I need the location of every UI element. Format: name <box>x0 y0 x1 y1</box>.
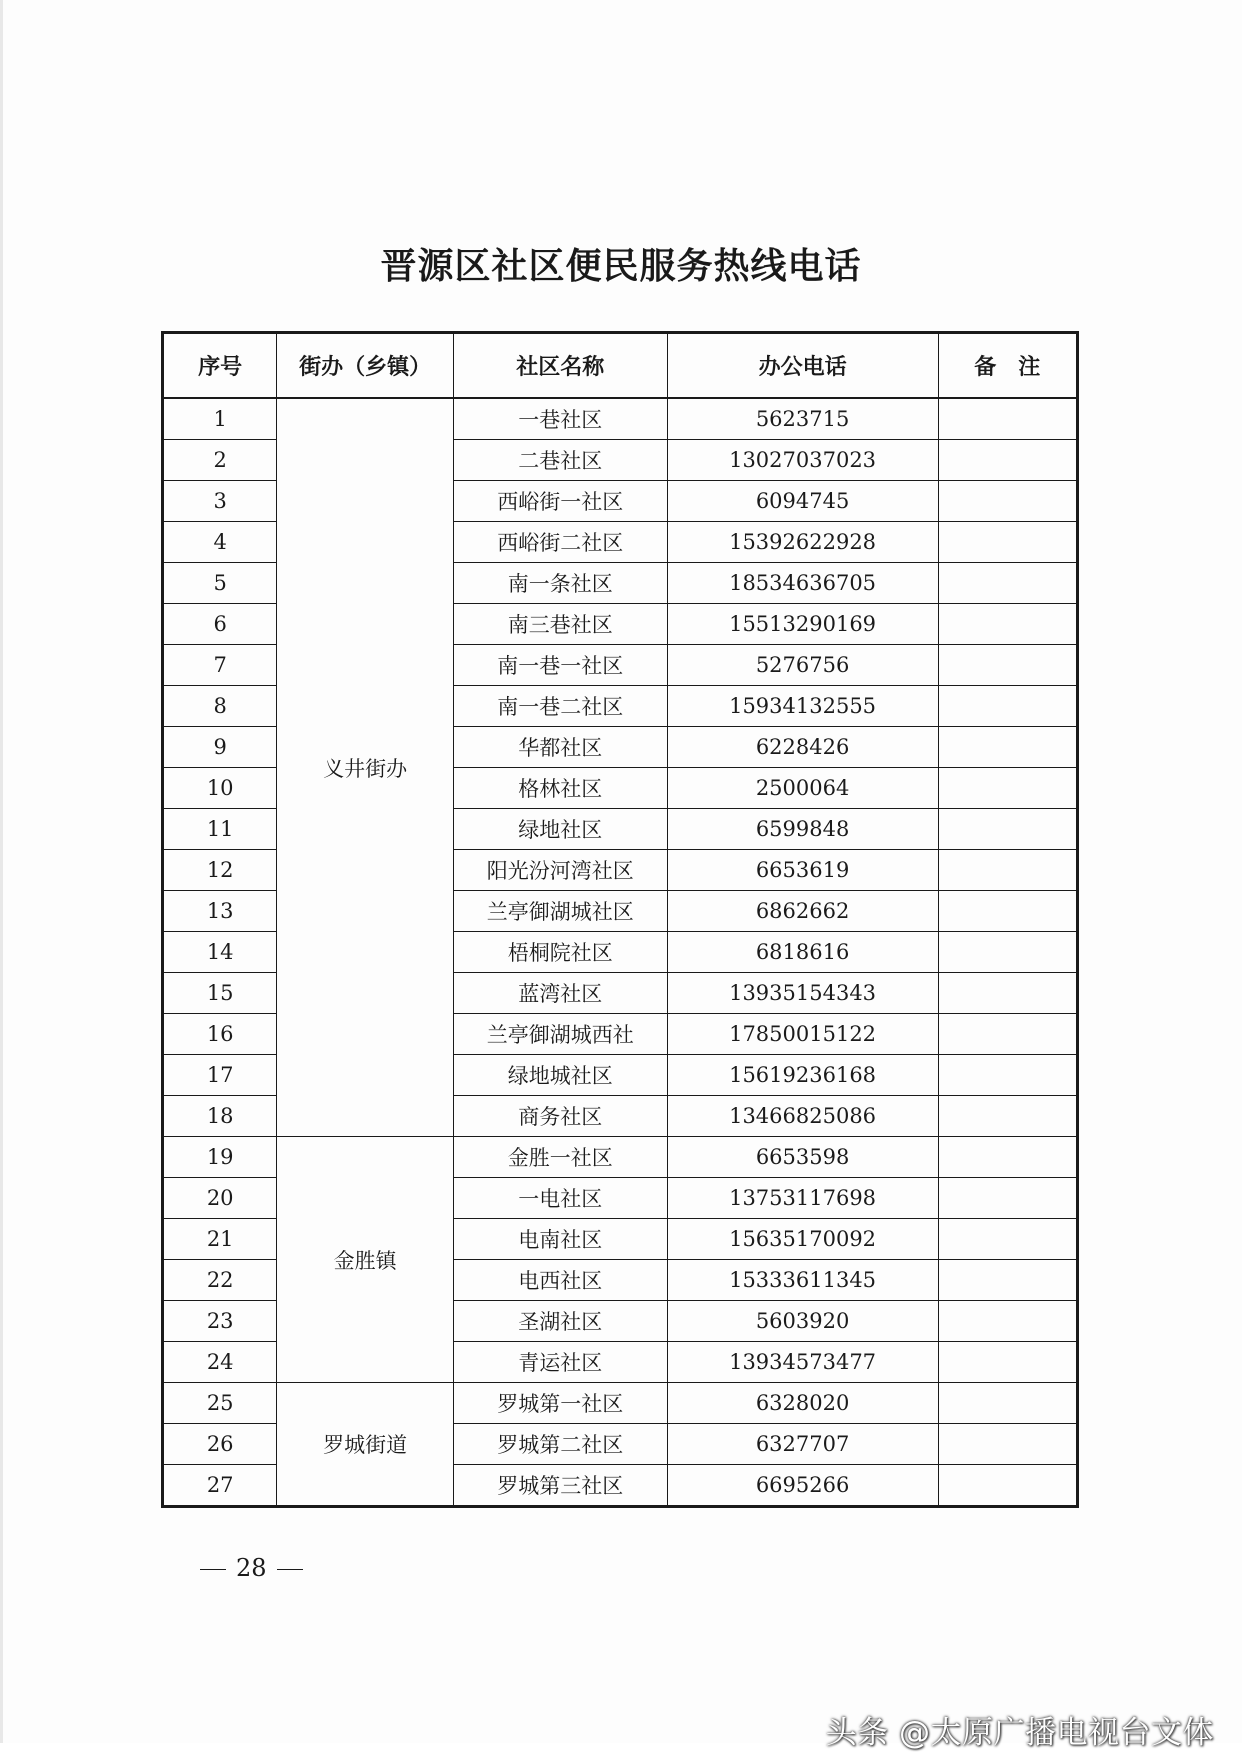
row-no: 15 <box>163 973 277 1014</box>
phone-number: 6228426 <box>667 727 938 768</box>
header-community: 社区名称 <box>453 333 667 399</box>
phone-number: 15392622928 <box>667 522 938 563</box>
community-name: 圣湖社区 <box>453 1301 667 1342</box>
note-cell <box>938 1014 1077 1055</box>
phone-number: 6599848 <box>667 809 938 850</box>
row-no: 11 <box>163 809 277 850</box>
table-row <box>163 1383 1078 1424</box>
phone-number: 6818616 <box>667 932 938 973</box>
note-cell <box>938 1424 1077 1465</box>
community-name: 绿地城社区 <box>453 1055 667 1096</box>
row-no: 27 <box>163 1465 277 1507</box>
note-cell <box>938 891 1077 932</box>
phone-number: 13466825086 <box>667 1096 938 1137</box>
row-no: 10 <box>163 768 277 809</box>
note-cell <box>938 604 1077 645</box>
note-cell <box>938 768 1077 809</box>
row-no: 14 <box>163 932 277 973</box>
document-title: 晋源区社区便民服务热线电话 <box>380 246 862 287</box>
row-no: 1 <box>163 398 277 440</box>
header-phone: 办公电话 <box>667 333 938 399</box>
phone-number: 6327707 <box>667 1424 938 1465</box>
community-name: 罗城第一社区 <box>453 1383 667 1424</box>
dash-right <box>277 1569 303 1571</box>
note-cell <box>938 1301 1077 1342</box>
row-no: 6 <box>163 604 277 645</box>
district-cell: 义井街办 <box>277 398 454 1137</box>
phone-number: 15934132555 <box>667 686 938 727</box>
phone-number: 2500064 <box>667 768 938 809</box>
table-header <box>163 333 1078 399</box>
community-name: 兰亭御湖城西社 <box>453 1014 667 1055</box>
community-name: 商务社区 <box>453 1096 667 1137</box>
community-name: 梧桐院社区 <box>453 932 667 973</box>
note-cell <box>938 1137 1077 1178</box>
row-no: 2 <box>163 440 277 481</box>
row-no: 5 <box>163 563 277 604</box>
community-name: 一巷社区 <box>453 398 667 440</box>
source-watermark: 头条 @太原广播电视台文体 <box>825 1715 1214 1751</box>
hotline-table <box>161 331 1079 1508</box>
note-cell <box>938 1219 1077 1260</box>
phone-number: 13753117698 <box>667 1178 938 1219</box>
community-name: 绿地社区 <box>453 809 667 850</box>
phone-number: 5276756 <box>667 645 938 686</box>
community-name: 蓝湾社区 <box>453 973 667 1014</box>
row-no: 13 <box>163 891 277 932</box>
community-name: 电西社区 <box>453 1260 667 1301</box>
header-note: 备注 <box>938 333 1077 399</box>
row-no: 16 <box>163 1014 277 1055</box>
phone-number: 15513290169 <box>667 604 938 645</box>
row-no: 12 <box>163 850 277 891</box>
phone-number: 18534636705 <box>667 563 938 604</box>
phone-number: 5603920 <box>667 1301 938 1342</box>
community-name: 南三巷社区 <box>453 604 667 645</box>
phone-number: 6653598 <box>667 1137 938 1178</box>
note-cell <box>938 440 1077 481</box>
community-name: 电南社区 <box>453 1219 667 1260</box>
phone-number: 15619236168 <box>667 1055 938 1096</box>
table-row <box>163 398 1078 440</box>
phone-number: 13027037023 <box>667 440 938 481</box>
note-cell <box>938 686 1077 727</box>
note-cell <box>938 1465 1077 1507</box>
row-no: 20 <box>163 1178 277 1219</box>
row-no: 7 <box>163 645 277 686</box>
note-cell <box>938 973 1077 1014</box>
dash-left <box>200 1569 226 1571</box>
phone-number: 6653619 <box>667 850 938 891</box>
community-name: 南一条社区 <box>453 563 667 604</box>
note-cell <box>938 645 1077 686</box>
community-name: 二巷社区 <box>453 440 667 481</box>
row-no: 8 <box>163 686 277 727</box>
note-cell <box>938 850 1077 891</box>
phone-number: 6695266 <box>667 1465 938 1507</box>
phone-number: 5623715 <box>667 398 938 440</box>
community-name: 格林社区 <box>453 768 667 809</box>
note-cell <box>938 563 1077 604</box>
row-no: 25 <box>163 1383 277 1424</box>
community-name: 一电社区 <box>453 1178 667 1219</box>
district-cell: 罗城街道 <box>277 1383 454 1507</box>
note-cell <box>938 1178 1077 1219</box>
note-cell <box>938 522 1077 563</box>
phone-number: 17850015122 <box>667 1014 938 1055</box>
note-cell <box>938 932 1077 973</box>
table-row <box>163 1137 1078 1178</box>
row-no: 22 <box>163 1260 277 1301</box>
phone-number: 15333611345 <box>667 1260 938 1301</box>
note-cell <box>938 1260 1077 1301</box>
note-cell <box>938 481 1077 522</box>
header-row <box>163 333 1078 399</box>
row-no: 21 <box>163 1219 277 1260</box>
community-name: 华都社区 <box>453 727 667 768</box>
header-district: 街办（乡镇） <box>277 333 454 399</box>
row-no: 26 <box>163 1424 277 1465</box>
phone-number: 13934573477 <box>667 1342 938 1383</box>
community-name: 南一巷一社区 <box>453 645 667 686</box>
phone-number: 6328020 <box>667 1383 938 1424</box>
row-no: 24 <box>163 1342 277 1383</box>
note-cell <box>938 398 1077 440</box>
page-number-value: 28 <box>236 1554 267 1582</box>
row-no: 19 <box>163 1137 277 1178</box>
community-name: 西峪街二社区 <box>453 522 667 563</box>
note-cell <box>938 1055 1077 1096</box>
community-name: 南一巷二社区 <box>453 686 667 727</box>
header-no: 序号 <box>163 333 277 399</box>
community-name: 罗城第三社区 <box>453 1465 667 1507</box>
note-cell <box>938 809 1077 850</box>
row-no: 4 <box>163 522 277 563</box>
phone-number: 13935154343 <box>667 973 938 1014</box>
phone-number: 6862662 <box>667 891 938 932</box>
page-number <box>190 1554 313 1582</box>
community-name: 金胜一社区 <box>453 1137 667 1178</box>
community-name: 西峪街一社区 <box>453 481 667 522</box>
phone-number: 6094745 <box>667 481 938 522</box>
row-no: 9 <box>163 727 277 768</box>
community-name: 青运社区 <box>453 1342 667 1383</box>
row-no: 3 <box>163 481 277 522</box>
note-cell <box>938 1383 1077 1424</box>
community-name: 兰亭御湖城社区 <box>453 891 667 932</box>
row-no: 17 <box>163 1055 277 1096</box>
community-name: 阳光汾河湾社区 <box>453 850 667 891</box>
row-no: 23 <box>163 1301 277 1342</box>
table-body <box>163 398 1078 1507</box>
note-cell <box>938 1096 1077 1137</box>
note-cell <box>938 727 1077 768</box>
note-cell <box>938 1342 1077 1383</box>
row-no: 18 <box>163 1096 277 1137</box>
district-cell: 金胜镇 <box>277 1137 454 1383</box>
phone-number: 15635170092 <box>667 1219 938 1260</box>
community-name: 罗城第二社区 <box>453 1424 667 1465</box>
